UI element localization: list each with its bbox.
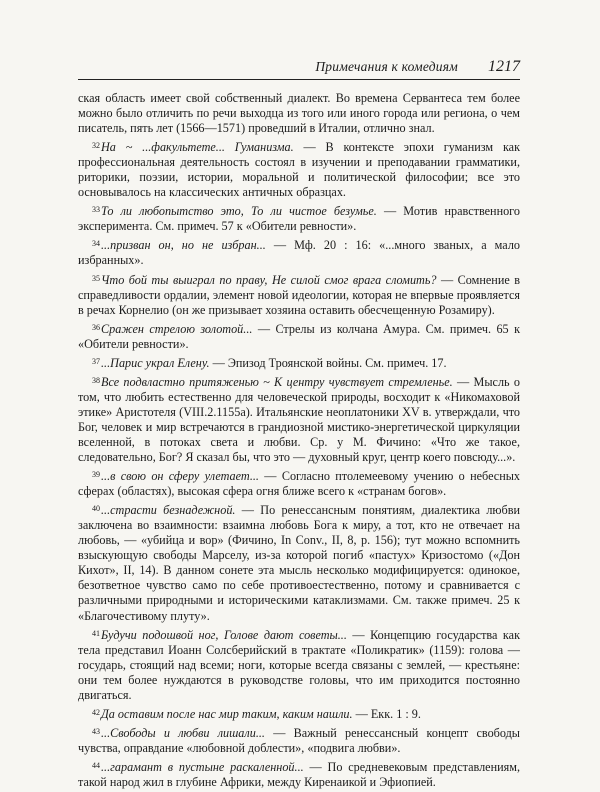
note-44 [78,758,520,790]
note-36 [78,320,520,352]
note-text: — По ренессансным понятиям, диалектика любви заключена во взаимности: взаимна любовь Бога к миру, а тот, кто не отвечает на любовь, — «убийца и вор» (Фичино, In Conv., II, 8, p. 156); тут можно вспомнить взыскующую свободы Марселу, из-за которой погиб «пастух» Кризостомо («Дон Кихот», II, 14). В данном сонете эта мысль несколько модифицируется: одинокое, безответное чувство само по себе противоестественно, потому и сравнивается с различными природными и историческими катаклизмами. См. также примеч. 25 к «Благочестивому плуту». [78,503,520,623]
note-lemma: На ~ ...факультете... Гуманизма. [101,140,294,155]
note-34 [78,236,520,268]
note-lemma: Что бой ты выиграл по праву, Не силой смог врага сломить? [101,272,437,287]
note-lemma: ...Парис украл Елену. [101,355,210,370]
note-text: — Екк. 1 : 9. [352,706,421,721]
note-text: — Стрелы из колчана Амура. См. примеч. 65 к «Обители ревности». [78,321,520,351]
note-number: 33 [92,205,100,215]
note-continuation [78,91,520,136]
note-33 [78,202,520,234]
note-number: 34 [92,239,100,249]
note-text: — Концепцию государства как тела представил Иоанн Солсберийский в трактате «Поликратик» (1159): голова — государь, стоящий над всеми; ноги, которые всегда связаны с землей, — крестьяне: они тем более нуждаются в руководстве головы, что им приходится постоянно двигаться. [78,627,520,702]
note-number: 32 [92,141,100,151]
note-39 [78,467,520,499]
note-text: — По средневековым представлениям, такой народ жил в глубине Африки, между Киренаикой и Эфиопией. [78,759,520,789]
note-lemma: ...гарамант в пустыне раскаленной... [101,759,304,774]
note-38 [78,373,520,465]
note-number: 37 [92,356,100,366]
note-32 [78,138,520,200]
note-lemma: ...в свою он сферу улетает... [101,469,259,484]
page-number: 1217 [488,58,520,75]
note-text: — Мысль о том, что любить естественно для человеческой природы, восходит к «Никомаховой этике» Аристотеля (VIII.2.1155а). Итальянские неоплатоники XV в. утверждали, что Бог, человек и мир встречаются в грандиозной мистико-энергетической циркуляции вселенной, в потоках света и любви. Ср. у М. Фичино: «Что же такое, следовательно, Бог? Я сказал бы, что это — духовный круг, центр коего повсюду...». [78,374,521,465]
note-text: — Эпизод Троянской войны. См. примеч. 17. [209,355,447,370]
note-number: 43 [92,726,100,736]
note-text: — Мотив нравственного эксперимента. См. примеч. 57 к «Обители ревности». [78,204,520,234]
notes-body [78,91,520,792]
note-41 [78,626,520,703]
note-text: — Мф. 20 : 16: «...много званых, а мало избранных». [78,238,520,268]
note-42 [78,705,520,722]
note-text: ская область имеет свой собственный диалект. Во времена Сервантеса тем более можно было отличить по речи выходца из того или иного города или региона, о чем писатель, пять лет (1566—1571) проведший в Италии, отлично знал. [78,91,520,136]
note-lemma: Будучи подошвой ног, Голове дают советы... [101,627,347,642]
note-number: 36 [92,322,100,332]
running-title: Примечания к комедиям [315,59,458,74]
note-37 [78,354,520,371]
note-text: — Важный ренессансный концепт свободы чувства, оправдание «любовной доблести», «подвига любви». [78,725,520,755]
note-lemma: То ли любопытство это, То ли чистое безумье. [101,204,377,219]
note-lemma: Все подвластно притяженью ~ К центру чувствует стремленье. [101,374,453,389]
note-lemma: Сражен стрелою золотой... [101,321,253,336]
note-text: — В контексте эпохи гуманизм как профессиональная деятельность состоял в изучении и преподавании грамматики, риторики, поэзии, истории, моральной и политической философии; все это основывалось на классических античных образцах. [78,140,521,200]
note-number: 35 [92,273,100,283]
note-43 [78,724,520,756]
note-number: 42 [92,707,100,717]
note-number: 44 [92,760,100,770]
note-lemma: ...страсти безнадежной. [101,503,236,518]
note-text: — Сомнение в справедливости ордалии, элемент новой идеологии, которая не впервые проявляется в речах Корнелио (он же призывает хозяина оставить обесчещенную Розамиру). [78,272,520,317]
note-number: 40 [92,504,100,514]
note-40 [78,501,520,623]
note-number: 38 [92,375,100,385]
note-number: 41 [92,628,100,638]
note-number: 39 [92,470,100,480]
note-lemma: ...призван он, но не избран... [101,238,266,253]
note-lemma: ...Свободы и любви лишали... [101,725,265,740]
note-35 [78,271,520,318]
note-lemma: Да оставим после нас мир таким, каким нашли. [101,706,353,721]
page-header [78,55,520,80]
note-text: — Согласно птолемеевому учению о небесных сферах (областях), высокая сфера огня ближе всего к «странам богов». [78,469,521,499]
